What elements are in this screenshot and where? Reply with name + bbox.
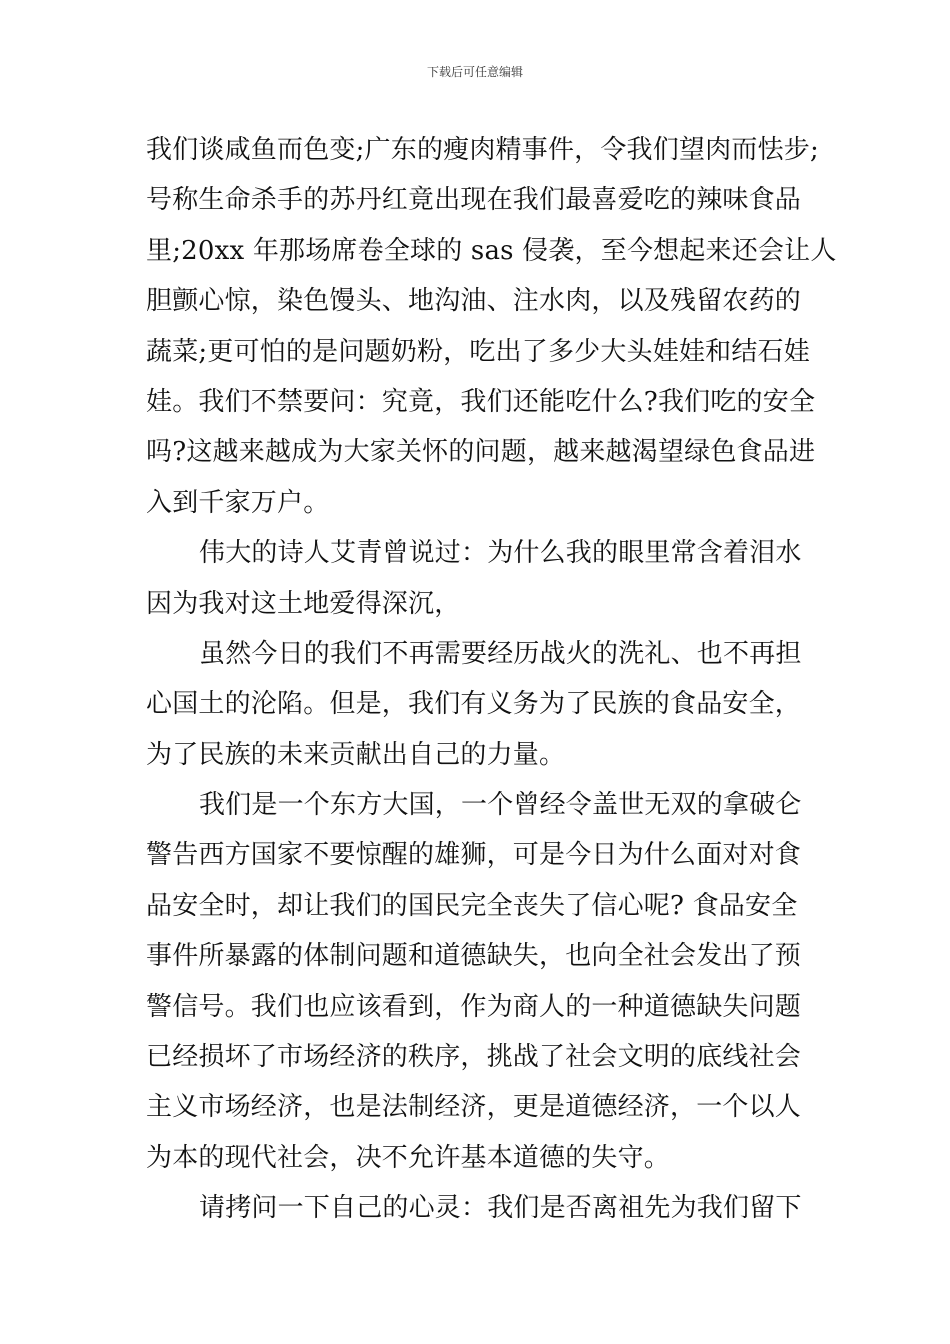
paragraph-3-line-1: 虽然今日的我们不再需要经历战火的洗礼、也不再担 (199, 638, 802, 669)
paragraph-3-line-3: 为了民族的未来贡献出自己的力量。 (146, 739, 566, 770)
paragraph-1-line-6: 娃。我们不禁要问：究竟，我们还能吃什么?我们吃的安全 (146, 386, 816, 417)
paragraph-4-line-1: 我们是一个东方大国，一个曾经令盖世无双的拿破仑 (199, 790, 802, 821)
document-body (146, 125, 846, 1234)
paragraph-4-line-6: 已经损坏了市场经济的秩序，挑战了社会文明的底线社会 (146, 1042, 802, 1073)
paragraph-2-line-1: 伟大的诗人艾青曾说过：为什么我的眼里常含着泪水 (199, 538, 802, 569)
paragraph-3-line-2: 心国土的沦陷。但是，我们有义务为了民族的食品安全， (146, 689, 802, 720)
paragraph-1-line-1: 我们谈咸鱼而色变;广东的瘦肉精事件，令我们望肉而怯步; (146, 135, 819, 165)
paragraph-4-line-3: 品安全时，却让我们的国民完全丧失了信心呢? 食品安全 (146, 890, 798, 921)
paragraph-5-line-1: 请拷问一下自己的心灵：我们是否离祖先为我们留下 (199, 1193, 802, 1224)
paragraph-1-line-4: 胆颤心惊，染色馒头、地沟油、注水肉，以及残留农药的 (146, 286, 802, 317)
paragraph-1-line-2: 号称生命杀手的苏丹红竟出现在我们最喜爱吃的辣味食品 (146, 185, 802, 216)
paragraph-4-line-7: 主义市场经济，也是法制经济，更是道德经济，一个以人 (146, 1092, 802, 1123)
paragraph-1-line-7: 吗?这越来越成为大家关怀的问题，越来越渴望绿色食品进 (146, 437, 816, 468)
paragraph-4-line-8: 为本的现代社会，决不允许基本道德的失守。 (146, 1142, 671, 1173)
paragraph-2-line-2: 因为我对这土地爱得深沉， (146, 588, 461, 619)
paragraph-1-line-8: 入到千家万户。 (146, 487, 330, 518)
paragraph-4-line-2: 警告西方国家不要惊醒的雄狮，可是今日为什么面对对食 (146, 840, 802, 871)
paragraph-1-line-3: 里;20xx 年那场席卷全球的 sas 侵袭，至今想起来还会让人 (146, 235, 837, 266)
page-header: 下载后可任意编辑 (426, 65, 523, 79)
paragraph-1-line-5: 蔬菜;更可怕的是问题奶粉，吃出了多少大头娃娃和结石娃 (146, 336, 810, 367)
paragraph-4-line-5: 警信号。我们也应该看到，作为商人的一种道德缺失问题 (146, 991, 802, 1022)
paragraph-4-line-4: 事件所暴露的体制问题和道德缺失，也向全社会发出了预 (146, 941, 802, 972)
